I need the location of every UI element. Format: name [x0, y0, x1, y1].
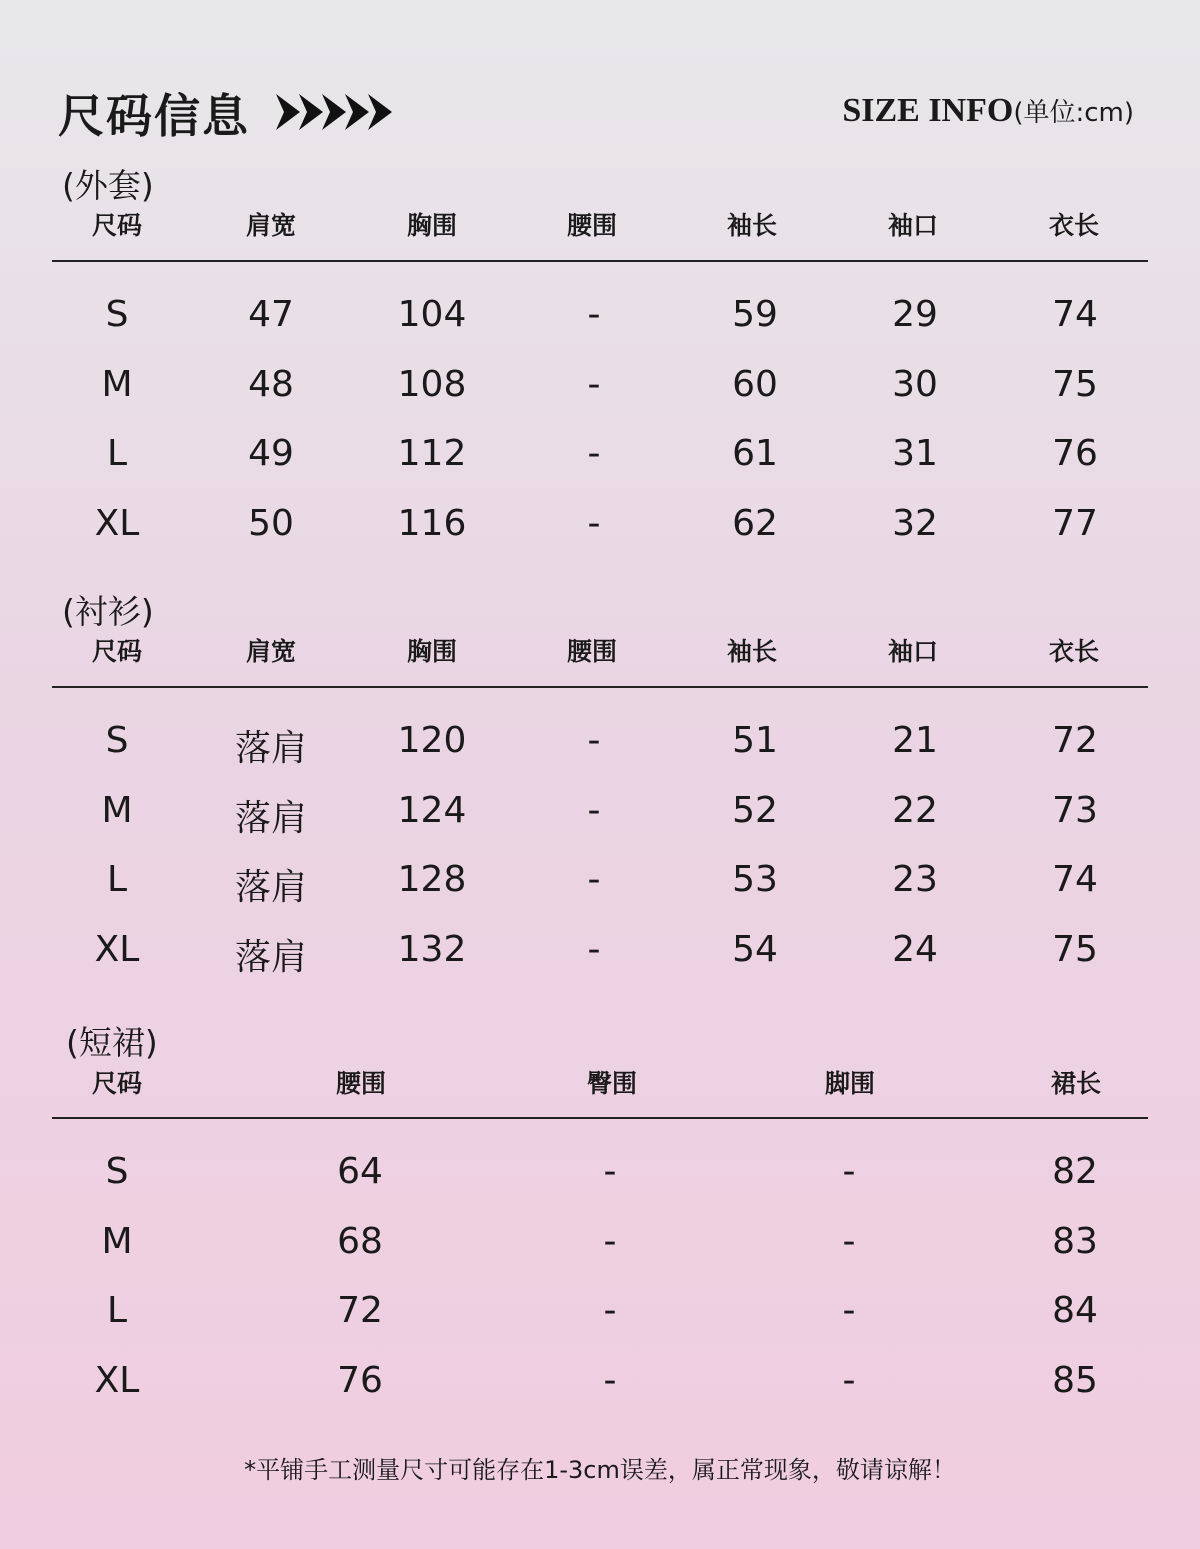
- table-cell: 49: [248, 433, 294, 474]
- table-cell: 59: [732, 294, 778, 335]
- table-cell: -: [603, 1221, 617, 1262]
- skirt-row-l: [0, 1290, 1200, 1340]
- table-cell: 落肩: [234, 867, 308, 908]
- size-info-heading: [842, 90, 1134, 130]
- unit-label: (单位:cm): [1013, 98, 1134, 128]
- arrow-icon: [368, 94, 392, 130]
- table-cell: -: [587, 790, 601, 831]
- coat-row-l: [0, 433, 1200, 483]
- table-cell: -: [842, 1151, 856, 1192]
- skirt-col-size: 尺码: [91, 1069, 143, 1098]
- coat-row-xl: [0, 503, 1200, 553]
- coat-divider: [52, 260, 1148, 262]
- table-cell: -: [587, 294, 601, 335]
- table-cell: 47: [248, 294, 294, 335]
- measurement-footnote: *平铺手工测量尺寸可能存在1-3cm误差，属正常现象，敬请谅解！: [244, 1456, 956, 1484]
- table-cell: 64: [337, 1151, 383, 1192]
- arrow-icon: [276, 94, 300, 130]
- shirt-col-length: 衣长: [1048, 637, 1100, 666]
- table-cell: 124: [397, 790, 467, 831]
- table-cell: 75: [1052, 364, 1098, 405]
- shirt-col-cuff: 袖口: [887, 637, 939, 666]
- table-cell: 72: [1052, 720, 1098, 761]
- skirt-col-length: 裙长: [1050, 1069, 1102, 1098]
- shirt-row-s: [0, 720, 1200, 770]
- table-cell: -: [587, 503, 601, 544]
- table-cell: 77: [1052, 503, 1098, 544]
- coat-header-row: [0, 206, 1200, 246]
- section-label-skirt: (短裙): [66, 1023, 158, 1062]
- table-cell: 74: [1052, 859, 1098, 900]
- arrow-icon: [345, 94, 369, 130]
- table-cell: 104: [397, 294, 467, 335]
- table-cell: -: [603, 1290, 617, 1331]
- skirt-row-s: [0, 1151, 1200, 1201]
- table-cell: 落肩: [234, 728, 308, 769]
- table-cell: -: [842, 1360, 856, 1401]
- table-cell: XL: [94, 1360, 140, 1401]
- table-cell: 112: [397, 433, 467, 474]
- table-cell: M: [101, 790, 133, 831]
- table-cell: 116: [397, 503, 467, 544]
- table-cell: 132: [397, 929, 467, 970]
- page-title: 尺码信息: [58, 89, 250, 143]
- table-cell: 62: [732, 503, 778, 544]
- table-cell: XL: [94, 929, 140, 970]
- skirt-row-m: [0, 1221, 1200, 1271]
- table-cell: 74: [1052, 294, 1098, 335]
- table-cell: 128: [397, 859, 467, 900]
- table-cell: -: [603, 1360, 617, 1401]
- table-cell: 82: [1052, 1151, 1098, 1192]
- table-cell: S: [105, 720, 129, 761]
- shirt-col-waist: 腰围: [566, 637, 618, 666]
- table-cell: S: [105, 1151, 129, 1192]
- table-cell: XL: [94, 503, 140, 544]
- coat-col-sleeve: 袖长: [726, 211, 778, 240]
- skirt-header-row: [0, 1064, 1200, 1104]
- table-cell: 48: [248, 364, 294, 405]
- table-cell: 84: [1052, 1290, 1098, 1331]
- arrow-icon: [299, 94, 323, 130]
- table-cell: M: [101, 364, 133, 405]
- table-cell: 75: [1052, 929, 1098, 970]
- shirt-header-row: [0, 632, 1200, 672]
- table-cell: 21: [892, 720, 938, 761]
- coat-col-chest: 胸围: [406, 211, 458, 240]
- section-label-coat: (外套): [62, 166, 154, 205]
- table-cell: -: [587, 720, 601, 761]
- table-cell: 50: [248, 503, 294, 544]
- table-cell: 83: [1052, 1221, 1098, 1262]
- table-cell: 68: [337, 1221, 383, 1262]
- table-cell: 60: [732, 364, 778, 405]
- shirt-col-size: 尺码: [91, 637, 143, 666]
- table-cell: -: [842, 1221, 856, 1262]
- table-cell: -: [587, 859, 601, 900]
- table-cell: 52: [732, 790, 778, 831]
- table-cell: L: [106, 1290, 128, 1331]
- shirt-col-chest: 胸围: [406, 637, 458, 666]
- arrow-icon: [322, 94, 346, 130]
- table-cell: 76: [337, 1360, 383, 1401]
- arrows-icon: [272, 92, 397, 132]
- coat-col-size: 尺码: [91, 211, 143, 240]
- table-cell: 76: [1052, 433, 1098, 474]
- table-cell: 53: [732, 859, 778, 900]
- skirt-col-waist: 腰围: [335, 1069, 387, 1098]
- table-cell: 85: [1052, 1360, 1098, 1401]
- table-cell: 120: [397, 720, 467, 761]
- table-cell: 31: [892, 433, 938, 474]
- table-cell: 30: [892, 364, 938, 405]
- table-cell: 落肩: [234, 937, 308, 978]
- shirt-col-shoulder: 肩宽: [245, 637, 297, 666]
- shirt-row-l: [0, 859, 1200, 909]
- table-cell: 落肩: [234, 798, 308, 839]
- coat-row-m: [0, 364, 1200, 414]
- table-cell: L: [106, 859, 128, 900]
- table-cell: 22: [892, 790, 938, 831]
- skirt-divider: [52, 1117, 1148, 1119]
- table-cell: L: [106, 433, 128, 474]
- table-cell: -: [587, 433, 601, 474]
- table-cell: M: [101, 1221, 133, 1262]
- coat-col-cuff: 袖口: [887, 211, 939, 240]
- size-info-label: SIZE INFO: [842, 92, 1014, 129]
- coat-col-shoulder: 肩宽: [245, 211, 297, 240]
- skirt-col-hip: 臀围: [586, 1069, 638, 1098]
- coat-col-waist: 腰围: [566, 211, 618, 240]
- table-cell: 32: [892, 503, 938, 544]
- table-cell: -: [587, 364, 601, 405]
- skirt-row-xl: [0, 1360, 1200, 1410]
- section-label-shirt: (衬衫): [62, 592, 154, 631]
- table-cell: -: [842, 1290, 856, 1331]
- coat-row-s: [0, 294, 1200, 344]
- coat-col-length: 衣长: [1048, 211, 1100, 240]
- table-cell: S: [105, 294, 129, 335]
- shirt-divider: [52, 686, 1148, 688]
- table-cell: 23: [892, 859, 938, 900]
- table-cell: -: [587, 929, 601, 970]
- shirt-row-m: [0, 790, 1200, 840]
- table-cell: 73: [1052, 790, 1098, 831]
- shirt-col-sleeve: 袖长: [726, 637, 778, 666]
- table-cell: -: [603, 1151, 617, 1192]
- table-cell: 72: [337, 1290, 383, 1331]
- table-cell: 54: [732, 929, 778, 970]
- table-cell: 108: [397, 364, 467, 405]
- table-cell: 29: [892, 294, 938, 335]
- skirt-col-hem: 脚围: [824, 1069, 876, 1098]
- shirt-row-xl: [0, 929, 1200, 979]
- table-cell: 61: [732, 433, 778, 474]
- table-cell: 24: [892, 929, 938, 970]
- table-cell: 51: [732, 720, 778, 761]
